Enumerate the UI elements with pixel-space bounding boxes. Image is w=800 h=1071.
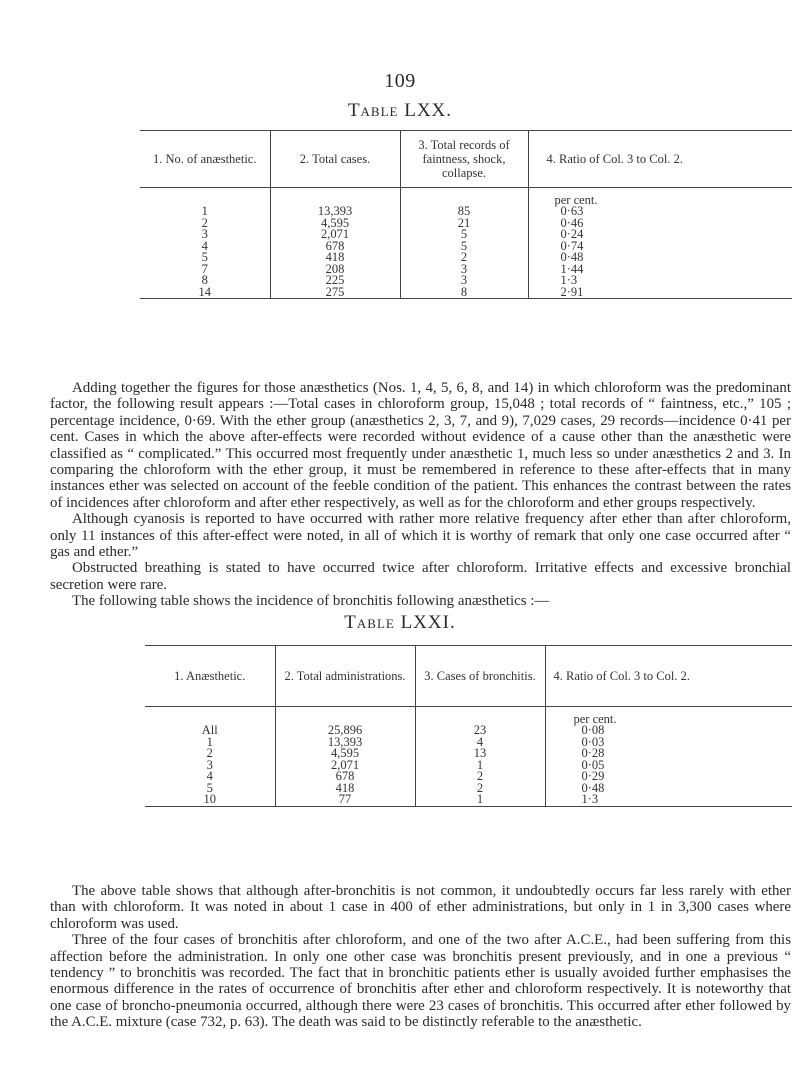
- table-cell: 14: [140, 287, 270, 299]
- table-cell: 10: [145, 794, 275, 806]
- unit-label: per cent.: [554, 192, 598, 207]
- table-cell: 0·28: [581, 746, 605, 760]
- page-number: 109: [384, 70, 416, 92]
- paragraph: Although cyanosis is reported to have occurred with rather more relative frequency after ether than after chloroform, only 11 instances of this after-effect were noted, in all of which it is worthy of remark that only one case occurred after “ gas and ether.”: [50, 511, 791, 561]
- column-header: 4. Ratio of Col. 3 to Col. 2.: [528, 131, 792, 188]
- table-cell: 13: [415, 748, 545, 760]
- table-cell: 225: [270, 275, 400, 287]
- table-cell: 0·08: [581, 723, 605, 737]
- table-cell: 2,071: [275, 760, 415, 772]
- table-cell: 0·74: [560, 238, 584, 253]
- table-row: [140, 287, 792, 299]
- table-cell: 1·44: [560, 261, 584, 276]
- table-cell: 2,071: [270, 229, 400, 241]
- table-row: [145, 737, 792, 749]
- table-cell: 678: [275, 771, 415, 783]
- table-header-row: [145, 646, 792, 707]
- table-cell: 4,595: [275, 748, 415, 760]
- table-cell: 3: [145, 760, 275, 772]
- table-cell: 418: [270, 252, 400, 264]
- table-cell: 5: [145, 783, 275, 795]
- table-cell: 1: [415, 794, 545, 806]
- table-cell: 1·3: [545, 794, 792, 806]
- table-cell: 0·24: [560, 227, 584, 241]
- table-cell: 2: [400, 252, 528, 264]
- table-cell: 4,595: [270, 218, 400, 230]
- table-cell: 3: [140, 229, 270, 241]
- table-cell: 23: [415, 725, 545, 737]
- table-cell: 1: [145, 737, 275, 749]
- table-cell: 2: [140, 218, 270, 230]
- table-lxx: [140, 130, 792, 299]
- table-lxxi: [145, 645, 792, 807]
- table-cell: 2·91: [528, 287, 792, 299]
- table-row: [145, 783, 792, 795]
- table-cell: 0·48: [581, 780, 605, 795]
- column-header: 2. Total cases.: [270, 131, 400, 188]
- table-cell: 418: [275, 783, 415, 795]
- table-cell: 77: [275, 794, 415, 806]
- table-cell: All: [145, 725, 275, 737]
- column-header: 3. Total records of faintness, shock, collapse.: [400, 131, 528, 188]
- table-cell: 678: [270, 241, 400, 253]
- table-cell: 3: [400, 275, 528, 287]
- table-cell: 0·29: [581, 769, 605, 783]
- unit-row: [145, 707, 792, 726]
- table-row: [145, 725, 792, 737]
- table-cell: 0·48: [560, 250, 584, 264]
- table-cell: 208: [270, 264, 400, 276]
- table-cell: 3: [400, 264, 528, 276]
- table-cell: 2: [145, 748, 275, 760]
- table-cell: 1: [140, 206, 270, 218]
- table-row: [145, 760, 792, 772]
- table-cell: 4: [145, 771, 275, 783]
- table-cell: 4: [415, 737, 545, 749]
- table-cell: 5: [400, 241, 528, 253]
- paragraph: The above table shows that although after-bronchitis is not common, it undoubtedly occurs far less rarely with ether than with chloroform. It was noted in about 1 case in 400 of ether administrations, but only in 1 in 3,300 cases where chloroform was used.: [50, 883, 791, 932]
- table-cell: 13,393: [275, 737, 415, 749]
- table-row: [145, 748, 792, 760]
- table-cell: 2: [415, 783, 545, 795]
- table-cell: 25,896: [275, 725, 415, 737]
- paragraph: Obstructed breathing is stated to have occurred twice after chloroform. Irritative effects and excessive bronchial secretion were rare.: [50, 560, 791, 593]
- table-lxxi-title: Table LXXI.: [344, 612, 456, 633]
- body-text-lower: [50, 883, 791, 1031]
- column-header: 1. Anæsthetic.: [145, 646, 275, 707]
- table-cell: 275: [270, 287, 400, 299]
- table-cell: 21: [400, 218, 528, 230]
- table-cell: 8: [140, 275, 270, 287]
- table-row: [145, 771, 792, 783]
- column-header: 1. No. of anæsthetic.: [140, 131, 270, 188]
- paragraph: Adding together the figures for those anæsthetics (Nos. 1, 4, 5, 6, 8, and 14) in which chloroform was the predominant factor, the following result appears :—Total cases in chloroform group, 15,048 ; total records of “ faintness, etc.,” 105 ; percentage incidence, 0·69. With the ether group (anæsthetics 2, 3, 7, and 9), 7,029 cases, 29 records—incidence 0·41 per cent. Cases in which the above after-effects were recorded without evidence of a cause other than the anæsthetic were classified as “ complicated.” This occurred most frequently under anæsthetic 1, much less so under anæsthetics 2 and 3. In comparing the chloroform with the ether group, it must be remembered in reference to these after-effects that in many instances ether was selected on account of the feeble condition of the patient. This enhances the contrast between the rates of incidences after chloroform and after ether respectively, as well as for the chloroform and ether groups respectively.: [50, 380, 791, 511]
- table-cell: 1·3: [560, 273, 578, 287]
- table-cell: 0·63: [560, 204, 584, 218]
- table-cell: 0·05: [581, 757, 605, 772]
- table-cell: 8: [400, 287, 528, 299]
- table-cell: 5: [140, 252, 270, 264]
- unit-label: per cent.: [573, 711, 617, 726]
- table-cell: 13,393: [270, 206, 400, 218]
- column-header: 2. Total administrations.: [275, 646, 415, 707]
- table-row: [145, 794, 792, 806]
- paragraph: The following table shows the incidence of bronchitis following anæsthetics :—: [72, 593, 550, 610]
- table-cell: 7: [140, 264, 270, 276]
- column-header: 3. Cases of bronchitis.: [415, 646, 545, 707]
- table-cell: 85: [400, 206, 528, 218]
- table-cell: 0·46: [560, 215, 584, 230]
- column-header: 4. Ratio of Col. 3 to Col. 2.: [545, 646, 792, 707]
- body-text-upper: [50, 380, 791, 610]
- table-cell: 0·03: [581, 734, 605, 749]
- paragraph: Three of the four cases of bronchitis after chloroform, and one of the two after A.C.E., had been suffering from this affection before the administration. In only one other case was bronchitis present previously, and in one a previous “ tendency ” to bronchitis was recorded. The fact that in bronchitic patients ether is usually avoided further emphasises the enormous difference in the rates of occurrence of bronchitis after ether and chloroform respectively. It is noteworthy that one case of broncho-pneumonia occurred, although there were 23 cases of bronchitis. This occurred after ether followed by the A.C.E. mixture (case 732, p. 63). The death was said to be distinctly referable to the anæsthetic.: [50, 932, 791, 1031]
- table-cell: 5: [400, 229, 528, 241]
- table-cell: 4: [140, 241, 270, 253]
- table-lxx-title: Table LXX.: [347, 100, 453, 121]
- table-cell: 1: [415, 760, 545, 772]
- table-cell: 2: [415, 771, 545, 783]
- table-header-row: [140, 131, 792, 188]
